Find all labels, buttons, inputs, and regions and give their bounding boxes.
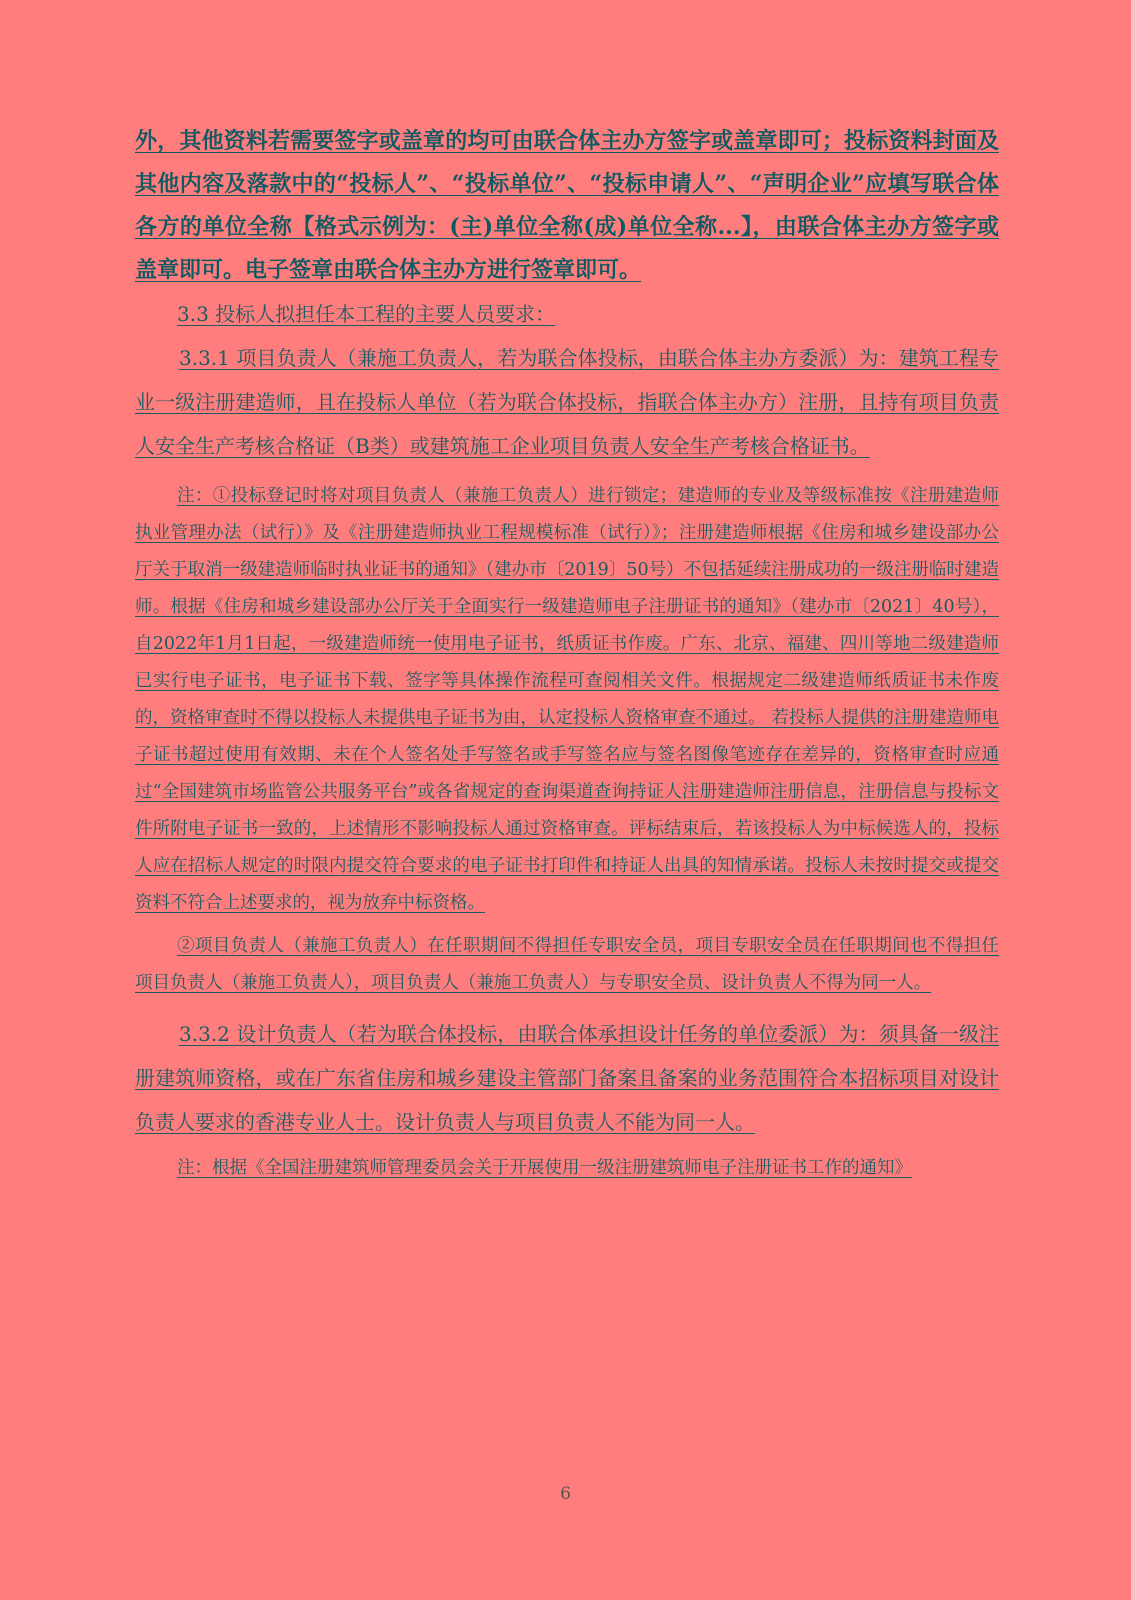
paragraph-3-3-1-project-manager: 3.3.1 项目负责人（兼施工负责人，若为联合体投标，由联合体主办方委派）为：建筑工程专业一级注册建造师，且在投标人单位（若为联合体投标，指联合体主办方）注册，且持有项目负责人安全生产考核合格证（B类）或建筑施工企业项目负责人安全生产考核合格证书。: [135, 346, 999, 458]
page-number: 6: [560, 1484, 571, 1504]
document-body: [135, 120, 999, 1187]
paragraph-consortium-signing: 外，其他资料若需要签字或盖章的均可由联合体主办方签字或盖章即可；投标资料封面及其他内容及落款中的“投标人”、“投标单位”、“投标申请人”、“声明企业”应填写联合体各方的单位全称【格式示例为：(主)单位全称(成)单位全称...】，由联合体主办方签字或盖章即可。电子签章由联合体主办方进行签章即可。: [135, 128, 999, 283]
note-constructor-certificate: 注：①投标登记时将对项目负责人（兼施工负责人）进行锁定；建造师的专业及等级标准按《注册建造师执业管理办法（试行）》及《注册建造师执业工程规模标准（试行）》；注册建造师根据《住房和城乡建设部办公厅关于取消一级建造师临时执业证书的通知》（建办市〔2019〕50号）不包括延续注册成功的一级注册临时建造师。根据《住房和城乡建设部办公厅关于全面实行一级建造师电子注册证书的通知》（建办市〔2021〕40号），自2022年1月1日起，一级建造师统一使用电子证书，纸质证书作废。广东、北京、福建、四川等地二级建造师已实行电子证书，电子证书下载、签字等具体操作流程可查阅相关文件。根据规定二级建造师纸质证书未作废的，资格审查时不得以投标人未提供电子证书为由，认定投标人资格审查不通过。 若投标人提供的注册建造师电子证书超过使用有效期、未在个人签名处手写签名或手写签名应与签名图像笔迹存在差异的，资格审查时应通过“全国建筑市场监管公共服务平台”或各省规定的查询渠道查询持证人注册建造师注册信息，注册信息与投标文件所附电子证书一致的，上述情形不影响投标人通过资格审查。评标结束后，若该投标人为中标候选人的，投标人应在招标人规定的时限内提交符合要求的电子证书打印件和持证人出具的知情承诺。投标人未按时提交或提交资料不符合上述要求的，视为放弃中标资格。: [135, 486, 999, 913]
paragraph-3-3-2-design-manager: 3.3.2 设计负责人（若为联合体投标，由联合体承担设计任务的单位委派）为：须具备一级注册建筑师资格，或在广东省住房和城乡建设主管部门备案且备案的业务范围符合本招标项目对设计负责人要求的香港专业人士。设计负责人与项目负责人不能为同一人。: [135, 1022, 999, 1134]
note-safety-officer: ②项目负责人（兼施工负责人）在任职期间不得担任专职安全员，项目专职安全员在任职期间也不得担任项目负责人（兼施工负责人），项目负责人（兼施工负责人）与专职安全员、设计负责人不得为同一人。: [135, 936, 999, 993]
note-architect-certificate: 注：根据《全国注册建筑师管理委员会关于开展使用一级注册建筑师电子注册证书工作的通知》: [177, 1158, 912, 1178]
heading-3-3-personnel-requirements: 3.3 投标人拟担任本工程的主要人员要求：: [177, 302, 556, 326]
